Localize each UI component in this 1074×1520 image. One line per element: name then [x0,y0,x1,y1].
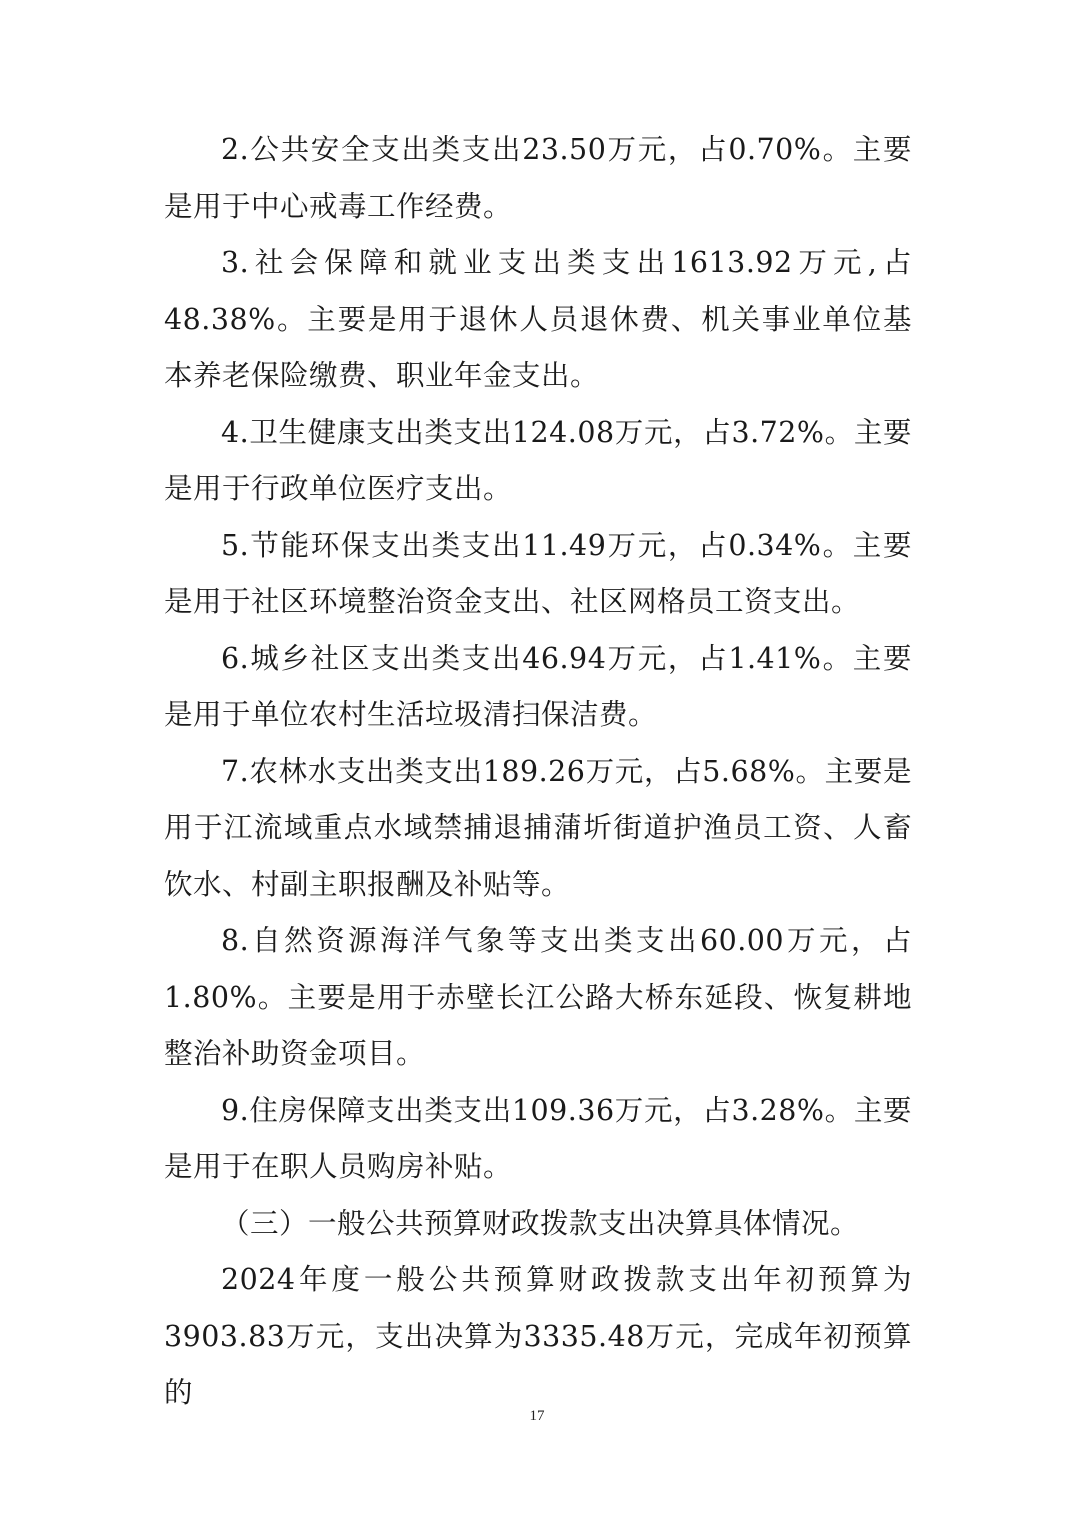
page-number: 17 [529,1408,545,1424]
document-body [164,122,912,1422]
paragraph-agriculture: 7.农林水支出类支出189.26万元，占5.68%。主要是用于江流域重点水域禁捕退捕蒲圻街道护渔员工资、人畜饮水、村副主职报酬及补贴等。 [164,754,912,901]
paragraph-housing: 9.住房保障支出类支出109.36万元，占3.28%。主要是用于在职人员购房补贴。 [164,1093,912,1183]
paragraph-social-security: 3.社会保障和就业支出类支出1613.92万元,占48.38%。主要是用于退休人员退休费、机关事业单位基本养老保险缴费、职业年金支出。 [164,246,912,392]
paragraph-urban-rural: 6.城乡社区支出类支出46.94万元，占1.41%。主要是用于单位农村生活垃圾清扫保洁费。 [164,641,912,731]
section-heading: （三）一般公共预算财政拨款支出决算具体情况。 [221,1206,860,1240]
paragraph-environment: 5.节能环保支出类支出11.49万元，占0.34%。主要是用于社区环境整治资金支出、社区网格员工资支出。 [164,528,912,618]
paragraph-budget-summary: 2024年度一般公共预算财政拨款支出年初预算为3903.83万元，支出决算为3335.48万元，完成年初预算的 [164,1263,912,1409]
paragraph-health: 4.卫生健康支出类支出124.08万元，占3.72%。主要是用于行政单位医疗支出。 [164,415,912,505]
paragraph-natural-resources: 8.自然资源海洋气象等支出类支出60.00万元，占1.80%。主要是用于赤壁长江公路大桥东延段、恢复耕地整治补助资金项目。 [164,924,912,1070]
paragraph-public-safety: 2.公共安全支出类支出23.50万元，占0.70%。主要是用于中心戒毒工作经费。 [164,133,912,223]
